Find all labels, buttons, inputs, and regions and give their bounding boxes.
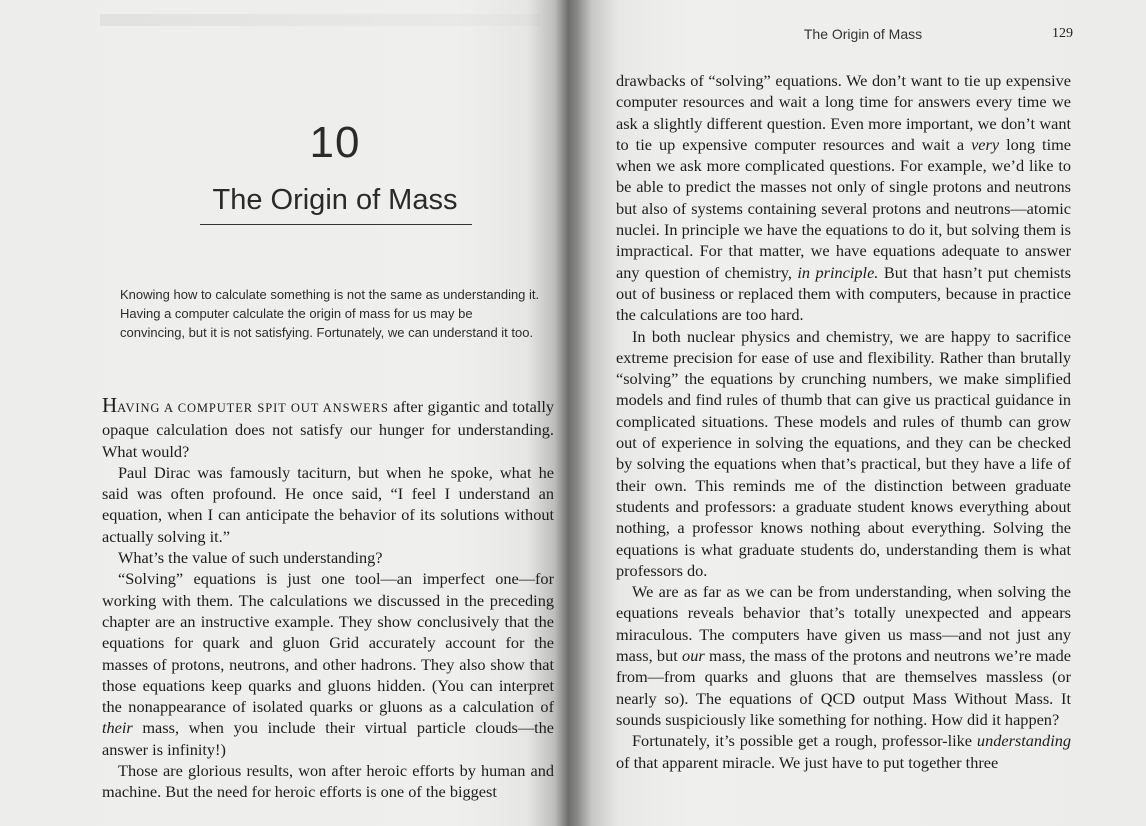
show-through-header xyxy=(100,14,540,26)
paragraph-2: Paul Dirac was famously taciturn, but when he spoke, what he said was often profound. He once said, “I feel I understand an equation, when I can anticipate the behavior of its solutions without actually solving it.” xyxy=(102,462,554,546)
paragraph-1-c: But that hasn’t put chemists out of business or replaced them with computers, because in practice the calculations are too hard. xyxy=(616,262,1071,325)
paragraph-4-a: “Solving” equations is just one tool—an imperfect one—for working with them. The calculations we discussed in the preceding chapter are an instructive example. They show conclusively that the equations for quark and gluon Grid accurately account for the masses of protons, neutrons, and other hadrons. They also show that those equations keep quarks and gluons hidden. (You can interpret the nonappearance of isolated quarks or gluons as a calculation of xyxy=(102,569,554,717)
chapter-title: The Origin of Mass xyxy=(212,184,458,216)
paragraph-1 xyxy=(102,395,554,462)
paragraph-3-b: mass, the mass of the protons and neutrons we’re made from—from quarks and gluons that are themselves massless (or nearly so). The equations of QCD output Mass Without Mass. It sounds suspiciously like something for nothing. How did it happen? xyxy=(616,646,1071,729)
paragraph-3-a: We are as far as we can be from understanding, when solving the equations reveals behavior that’s totally unexpected and appears miraculous. The computers have given us mass—and not just any mass, but xyxy=(616,582,1071,666)
right-page xyxy=(578,0,1146,826)
running-title: The Origin of Mass xyxy=(803,26,923,42)
left-body-text xyxy=(102,395,554,803)
title-rule xyxy=(200,224,472,225)
opening-small-caps: AVING A COMPUTER SPIT OUT ANSWERS xyxy=(117,401,389,415)
paragraph-4 xyxy=(616,730,1071,773)
right-body-text xyxy=(616,70,1071,773)
chapter-number: 10 xyxy=(309,118,361,167)
paragraph-1-very: very xyxy=(971,134,1000,154)
paragraph-1-rest: after gigantic and totally opaque calculation does not satisfy our hunger for understanding. What would? xyxy=(102,397,555,461)
paragraph-1 xyxy=(616,70,1071,326)
paragraph-4-italic: their xyxy=(102,718,133,738)
paragraph-2: In both nuclear physics and chemistry, we are happy to sacrifice extreme precision for ease of use and flexibility. Rather than brutally “solving” the equations by crunching numbers, we make simplified models and find rules of thumb that can give us practical guidance in complicated situations. These models and rules of thumb can grow out of experience in solving the equations, and they can be checked by solving the equations when that’s practical, but they have a life of their own. This reminds me of the distinction between graduate students and professors: a graduate student knows everything about nothing, a professor knows nothing about everything. Solving the equations is what graduate students do, understanding them is what professors do. xyxy=(616,326,1071,580)
paragraph-5: Those are glorious results, won after heroic efforts by human and machine. But the need for heroic efforts is one of the biggest xyxy=(102,761,554,802)
paragraph-3: What’s the value of such understanding? xyxy=(118,548,383,568)
paragraph-1-a: drawbacks of “solving” equations. We don’t want to tie up expensive computer resources and wait a long time for answers every time we ask a slightly different question. Even more important, we don’t want to tie up expensive computer resources and wait a xyxy=(616,71,1071,154)
left-page xyxy=(0,0,568,826)
paragraph-4-a: Fortunately, it’s possible get a rough, professor-like xyxy=(632,731,977,751)
paragraph-1-b: long time when we ask more complicated questions. For example, we’d like to be able to predict the masses not only of single protons and neutrons but also of systems containing several protons and neutrons—atomic nuclei. In principle we have the equations to do it, but solving them is impractical. For that matter, we have equations adequate to answer any question of chemistry, xyxy=(616,134,1071,282)
epigraph: Knowing how to calculate something is not the same as understanding it. Having a computer calculate the origin of mass for us may be convincing, but it is not satisfying. Fortunately, we can understand it too. xyxy=(120,287,540,340)
page-number: 129 xyxy=(1052,26,1073,41)
paragraph-4-italic: understanding xyxy=(976,731,1071,751)
paragraph-3 xyxy=(616,581,1071,730)
paragraph-4-b: mass, when you include their virtual particle clouds—the answer is infinity!) xyxy=(102,718,554,759)
paragraph-4-b: of that apparent miracle. We just have to put together three xyxy=(616,752,999,772)
opening-initial: H xyxy=(102,393,118,417)
paragraph-4 xyxy=(102,568,554,760)
paragraph-1-in-principle: in principle. xyxy=(797,262,879,282)
paragraph-3-our: our xyxy=(682,646,705,666)
